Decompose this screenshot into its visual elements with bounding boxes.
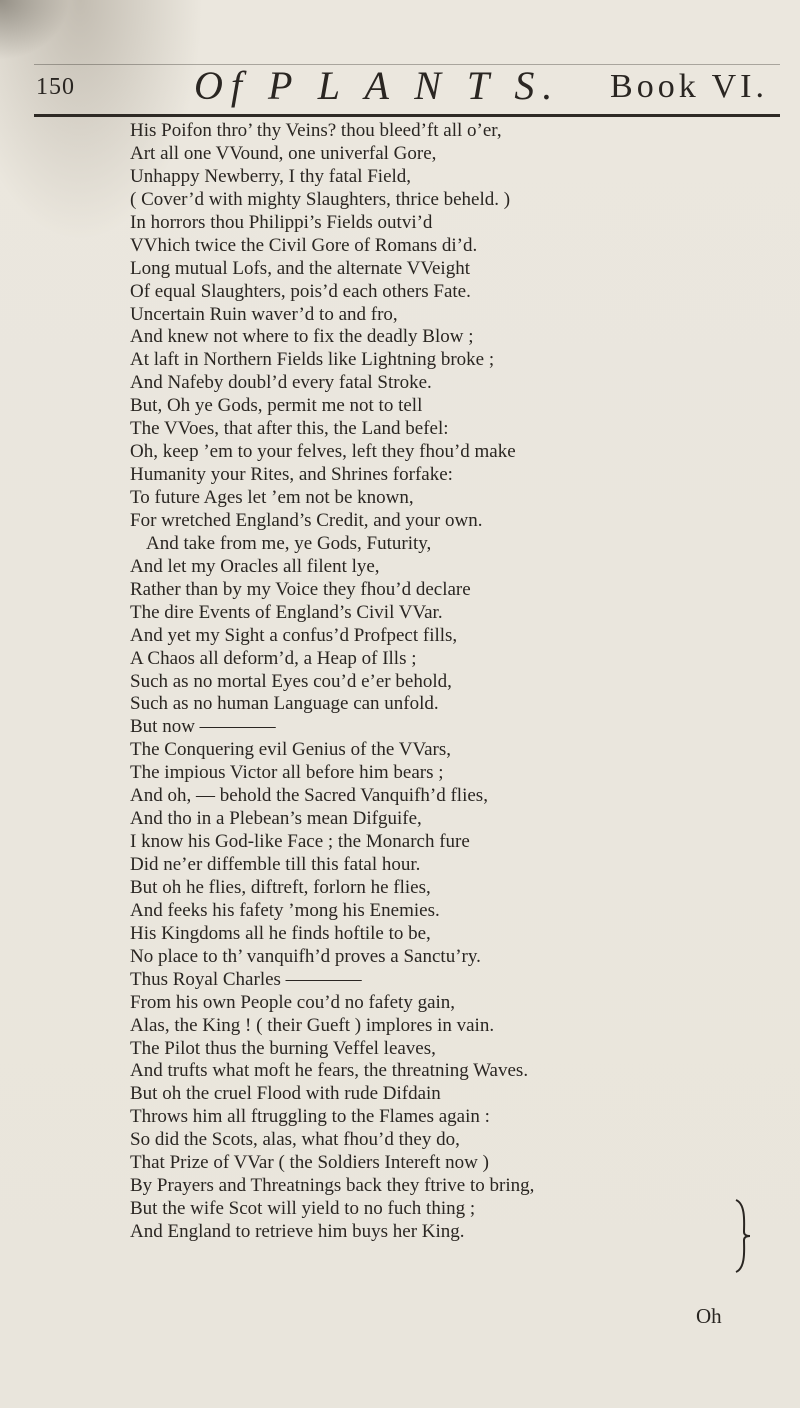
poem-line: And yet my Sight a confus’d Profpect fills, — [130, 624, 458, 646]
poem-line: By Prayers and Threatnings back they ftrive to bring, — [130, 1175, 535, 1197]
poem-line: And oh, — behold the Sacred Vanquifh’d flies, — [130, 785, 488, 807]
poem-line: Alas, the King ! ( their Gueft ) implores in vain. — [130, 1014, 495, 1036]
poem-line: But oh he flies, diftreft, forlorn he flies, — [130, 876, 431, 898]
poem-line: His Kingdoms all he finds hoftile to be, — [130, 922, 431, 944]
poem-line: Long mutual Lofs, and the alternate VVeight — [130, 257, 470, 279]
page-corner-shadow — [0, 0, 70, 60]
poem-line: But, Oh ye Gods, permit me not to tell — [130, 395, 423, 417]
poem-line: And Nafeby doubl’d every fatal Stroke. — [130, 372, 432, 394]
poem-line: For wretched England’s Credit, and your own. — [130, 509, 483, 531]
running-title: Of P L A N T S. — [194, 63, 561, 108]
poem-line: No place to th’ vanquifh’d proves a Sanctu’ry. — [130, 945, 481, 967]
poem-line: In horrors thou Philippi’s Fields outvi’d — [130, 211, 433, 233]
header-rule — [34, 114, 780, 117]
poem-line: To future Ages let ’em not be known, — [130, 487, 414, 508]
poem-line: A Chaos all deform’d, a Heap of Ills ; — [130, 647, 417, 669]
poem-line: But the wife Scot will yield to no fuch thing ; — [130, 1198, 476, 1220]
poem-line: Such as no human Language can unfold. — [130, 693, 439, 715]
poem-line: Uncertain Ruin waver’d to and fro, — [130, 303, 398, 325]
poem-line: VVhich twice the Civil Gore of Romans di’d. — [130, 234, 478, 256]
poem-line: Art all one VVound, one univerfal Gore, — [130, 142, 437, 164]
poem-line: Oh, keep ’em to your felves, left they fhou’d make — [130, 441, 516, 463]
poem-line: At laft in Northern Fields like Lightning broke ; — [130, 349, 495, 371]
poem-line: Did ne’er diffemble till this fatal hour. — [130, 854, 421, 875]
poem-line: The dire Events of England’s Civil VVar. — [130, 601, 443, 623]
poem-text — [130, 120, 780, 1244]
poem-line: Humanity your Rites, and Shrines forfake: — [130, 464, 453, 486]
poem-line: And let my Oracles all filent lye, — [130, 555, 380, 577]
poem-line: Rather than by my Voice they fhou’d declare — [130, 578, 471, 600]
poem-line: The impious Victor all before him bears ; — [130, 762, 444, 784]
poem-line: And knew not where to fix the deadly Blow ; — [130, 326, 474, 348]
poem-line: And feeks his fafety ’mong his Enemies. — [130, 899, 440, 921]
poem-line: The VVoes, that after this, the Land befel: — [130, 418, 449, 440]
poem-line: And tho in a Plebean’s mean Difguife, — [130, 808, 422, 830]
poem-line: And take from me, ye Gods, Futurity, — [146, 532, 432, 554]
catchword: Oh — [696, 1304, 722, 1328]
poem-line: That Prize of VVar ( the Soldiers Intereft now ) — [130, 1152, 489, 1174]
poem-line: ( Cover’d with mighty Slaughters, thrice beheld. ) — [130, 188, 511, 210]
poem-line: Throws him all ftruggling to the Flames again : — [130, 1106, 490, 1128]
poem-line: The Conquering evil Genius of the VVars, — [130, 739, 452, 761]
poem-line: Thus Royal Charles ———— — [130, 968, 362, 990]
poem-line: I know his God-like Face ; the Monarch fure — [130, 831, 470, 853]
running-header — [36, 62, 776, 112]
book-label: Book VI. — [610, 68, 768, 105]
poem-line: His Poifon thro’ thy Veins? thou bleed’ft all o’er, — [130, 120, 502, 141]
poem-line: And trufts what moft he fears, the threatning Waves. — [130, 1060, 529, 1082]
poem-line: Unhappy Newberry, I thy fatal Field, — [130, 165, 412, 187]
poem-line: But oh the cruel Flood with rude Difdain — [130, 1083, 441, 1105]
poem-line: The Pilot thus the burning Veffel leaves, — [130, 1037, 436, 1059]
poem-line: Such as no mortal Eyes cou’d e’er behold, — [130, 670, 452, 692]
poem-line: And England to retrieve him buys her King. — [130, 1221, 465, 1242]
poem-line: Of equal Slaughters, pois’d each others Fate. — [130, 280, 471, 302]
page-number: 150 — [36, 74, 75, 100]
poem-line: From his own People cou’d no fafety gain, — [130, 991, 456, 1013]
triplet-brace-icon — [730, 1198, 754, 1274]
poem-line: So did the Scots, alas, what fhou’d they do, — [130, 1129, 460, 1151]
poem-line: But now ———— — [130, 716, 276, 738]
